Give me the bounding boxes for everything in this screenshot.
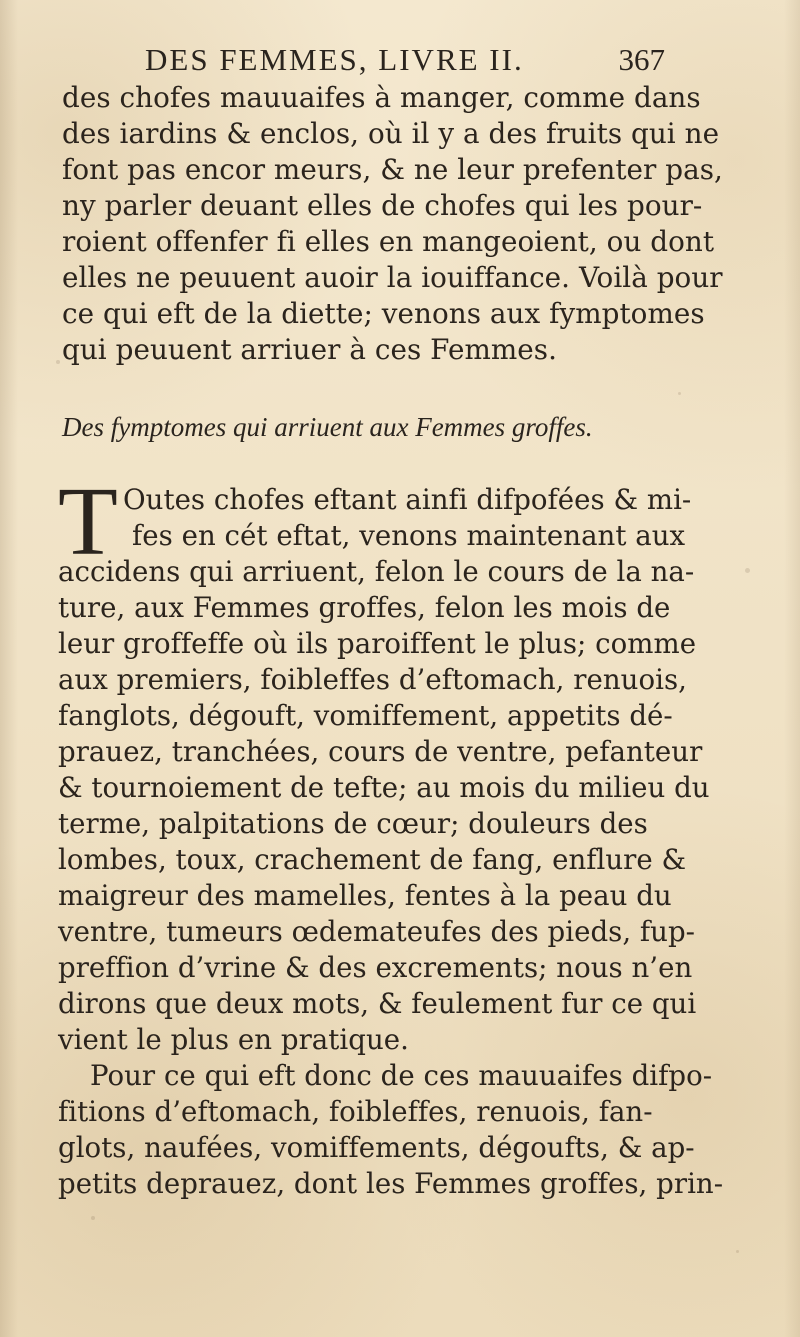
paragraph-line: vient le plus en pratique. — [58, 1023, 409, 1056]
paragraph-line: glots, naufées, vomiffements, dégoufts, & ap- — [58, 1131, 695, 1164]
paragraph-line: ny parler deuant elles de chofes qui les pour- — [62, 189, 703, 222]
paragraph-line: fes en cét eftat, venons maintenant aux — [132, 519, 686, 552]
paragraph-line: preffion d’vrine & des excrements; nous n’en — [58, 951, 693, 984]
page-number: 367 — [618, 42, 665, 77]
paper-speckle — [678, 392, 681, 395]
paragraph-line: elles ne peuuent auoir la iouiffance. Voilà pour — [62, 261, 723, 294]
section-title: Des fymptomes qui arriuent aux Femmes groffes. — [62, 412, 593, 442]
paragraph-line: aux premiers, foibleffes d’eftomach, renuois, — [58, 663, 687, 696]
paragraph-line: & tournoiement de tefte; au mois du milieu du — [58, 771, 710, 804]
paragraph-line: font pas encor meurs, & ne leur prefenter pas, — [62, 153, 723, 186]
paper-speckle — [745, 568, 750, 573]
paper-speckle — [56, 360, 60, 364]
paragraph-line: fanglots, dégouft, vomiffement, appetits dé- — [58, 699, 673, 732]
paragraph-line: leur groffeffe où ils paroiffent le plus; comme — [58, 627, 697, 660]
page-header — [145, 42, 665, 82]
paragraph-line: ce qui eft de la diette; venons aux fymptomes — [62, 297, 705, 330]
paragraph-line: roient offenfer fi elles en mangeoient, ou dont — [62, 225, 715, 258]
paragraph-line: lombes, toux, crachement de fang, enflure & — [58, 843, 687, 876]
paragraph-line: Outes chofes eftant ainfi difpofées & mi- — [123, 483, 692, 516]
paragraph-line: maigreur des mamelles, fentes à la peau du — [58, 879, 672, 912]
paragraph-line: dirons que deux mots, & feulement fur ce qui — [58, 987, 697, 1020]
paragraph-line: prauez, tranchées, cours de ventre, pefanteur — [58, 735, 703, 768]
drop-cap: T — [58, 468, 118, 576]
paragraph-line: accidens qui arriuent, felon le cours de la na- — [58, 555, 695, 588]
paragraph-line: Pour ce qui eft donc de ces mauuaifes difpo- — [90, 1059, 713, 1092]
paragraph-line: terme, palpitations de cœur; douleurs des — [58, 807, 648, 840]
paper-speckle — [736, 1250, 739, 1253]
paragraph-line: des chofes mauuaifes à manger, comme dans — [62, 81, 701, 114]
paragraph-line: des iardins & enclos, où il y a des fruits qui ne — [62, 117, 720, 150]
paragraph-line: qui peuuent arriuer à ces Femmes. — [62, 333, 558, 366]
paragraph-line: fitions d’eftomach, foibleffes, renuois, fan- — [58, 1095, 653, 1128]
paper-speckle — [91, 1216, 95, 1220]
paragraph-line: ture, aux Femmes groffes, felon les mois de — [58, 591, 671, 624]
paragraph-line: ventre, tumeurs œdemateufes des pieds, fup- — [58, 915, 696, 948]
running-head: DES FEMMES, LIVRE II. — [145, 42, 524, 77]
paragraph-line: petits deprauez, dont les Femmes groffes, prin- — [58, 1167, 724, 1200]
